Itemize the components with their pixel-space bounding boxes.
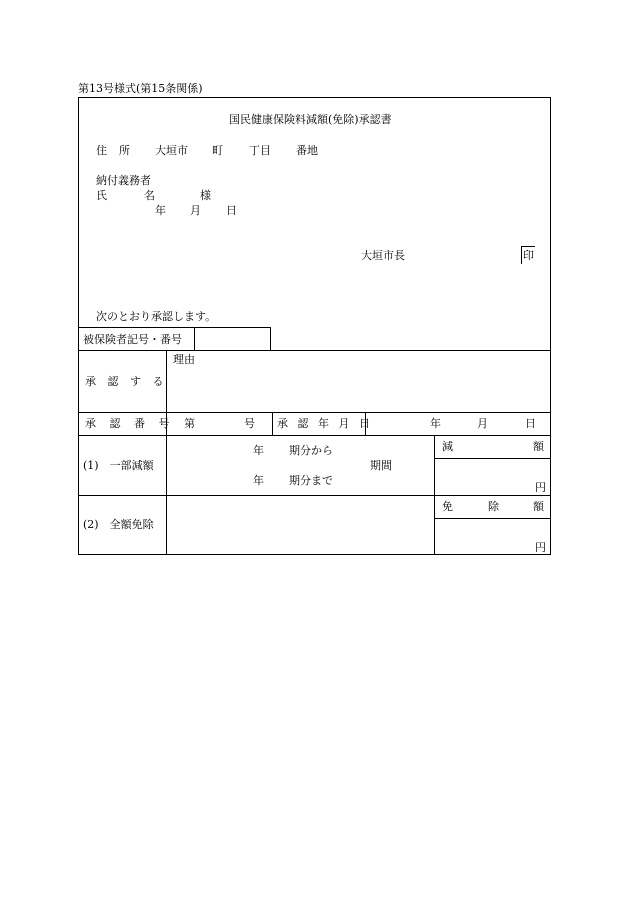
exempt-amount-label-3: 額 <box>533 500 544 513</box>
address-city: 大垣市 <box>155 144 188 157</box>
period-to: 期分まで <box>289 474 333 487</box>
number-value-divider <box>272 412 273 435</box>
address-chome: 丁目 <box>249 144 271 157</box>
exempt-amount-label-2: 除 <box>488 500 499 513</box>
payer-sama: 様 <box>200 189 211 202</box>
approval-number-dai: 第 <box>184 417 195 430</box>
insured-field-right-line <box>270 327 271 350</box>
period-year-to: 年 <box>253 474 264 487</box>
reduction-header-line <box>434 458 551 459</box>
amount-column-divider <box>434 435 435 555</box>
insured-number-label: 被保険者記号・番号 <box>83 333 182 346</box>
address-banchi: 番地 <box>296 144 318 157</box>
full-exemption-label: (2) 全額免除 <box>83 518 154 531</box>
date-day: 日 <box>226 204 237 217</box>
full-row-top-line <box>78 495 551 496</box>
payer-label: 納付義務者 <box>96 174 151 187</box>
mayor-title: 大垣市長 <box>361 249 405 262</box>
partial-row-top-line <box>78 435 551 436</box>
approval-date-day: 日 <box>525 417 536 430</box>
address-label-sho: 所 <box>119 144 130 157</box>
exempt-amount-label-1: 免 <box>442 500 453 513</box>
approval-number-go: 号 <box>244 417 255 430</box>
address-label-ju: 住 <box>96 144 107 157</box>
address-cho: 町 <box>212 144 223 157</box>
approve-statement: 次のとおり承認します。 <box>96 310 217 323</box>
seal-label: 印 <box>523 249 534 262</box>
approval-number-label: 承 認 番 号 <box>85 417 175 430</box>
date-year: 年 <box>155 204 166 217</box>
approval-date-year: 年 <box>430 417 441 430</box>
payer-name-mei: 名 <box>144 189 155 202</box>
approve-label: 承 認 す る <box>85 375 168 388</box>
reduction-amount-label-1: 減 <box>442 440 453 453</box>
insured-row-top-line <box>78 327 271 328</box>
reduction-yen: 円 <box>535 481 546 494</box>
form-number: 第13号様式(第15条関係) <box>78 82 203 95</box>
date-month: 月 <box>190 204 201 217</box>
number-row-top-line <box>78 412 551 413</box>
exempt-header-line <box>434 518 551 519</box>
approval-date-month: 月 <box>477 417 488 430</box>
partial-reduction-label: (1) 一部減額 <box>83 459 154 472</box>
approve-row-top-line <box>78 350 551 351</box>
reason-label: 理由 <box>173 353 195 366</box>
period-year-from: 年 <box>253 444 264 457</box>
payer-name-shi: 氏 <box>96 189 107 202</box>
form-title: 国民健康保険料減額(免除)承認書 <box>229 113 392 126</box>
exempt-yen: 円 <box>535 541 546 554</box>
insured-label-divider <box>194 327 195 350</box>
approval-date-label: 承 認 年 月 日 <box>277 417 373 430</box>
period-from: 期分から <box>289 444 333 457</box>
reduction-amount-label-2: 額 <box>533 440 544 453</box>
period-label: 期間 <box>370 459 392 472</box>
